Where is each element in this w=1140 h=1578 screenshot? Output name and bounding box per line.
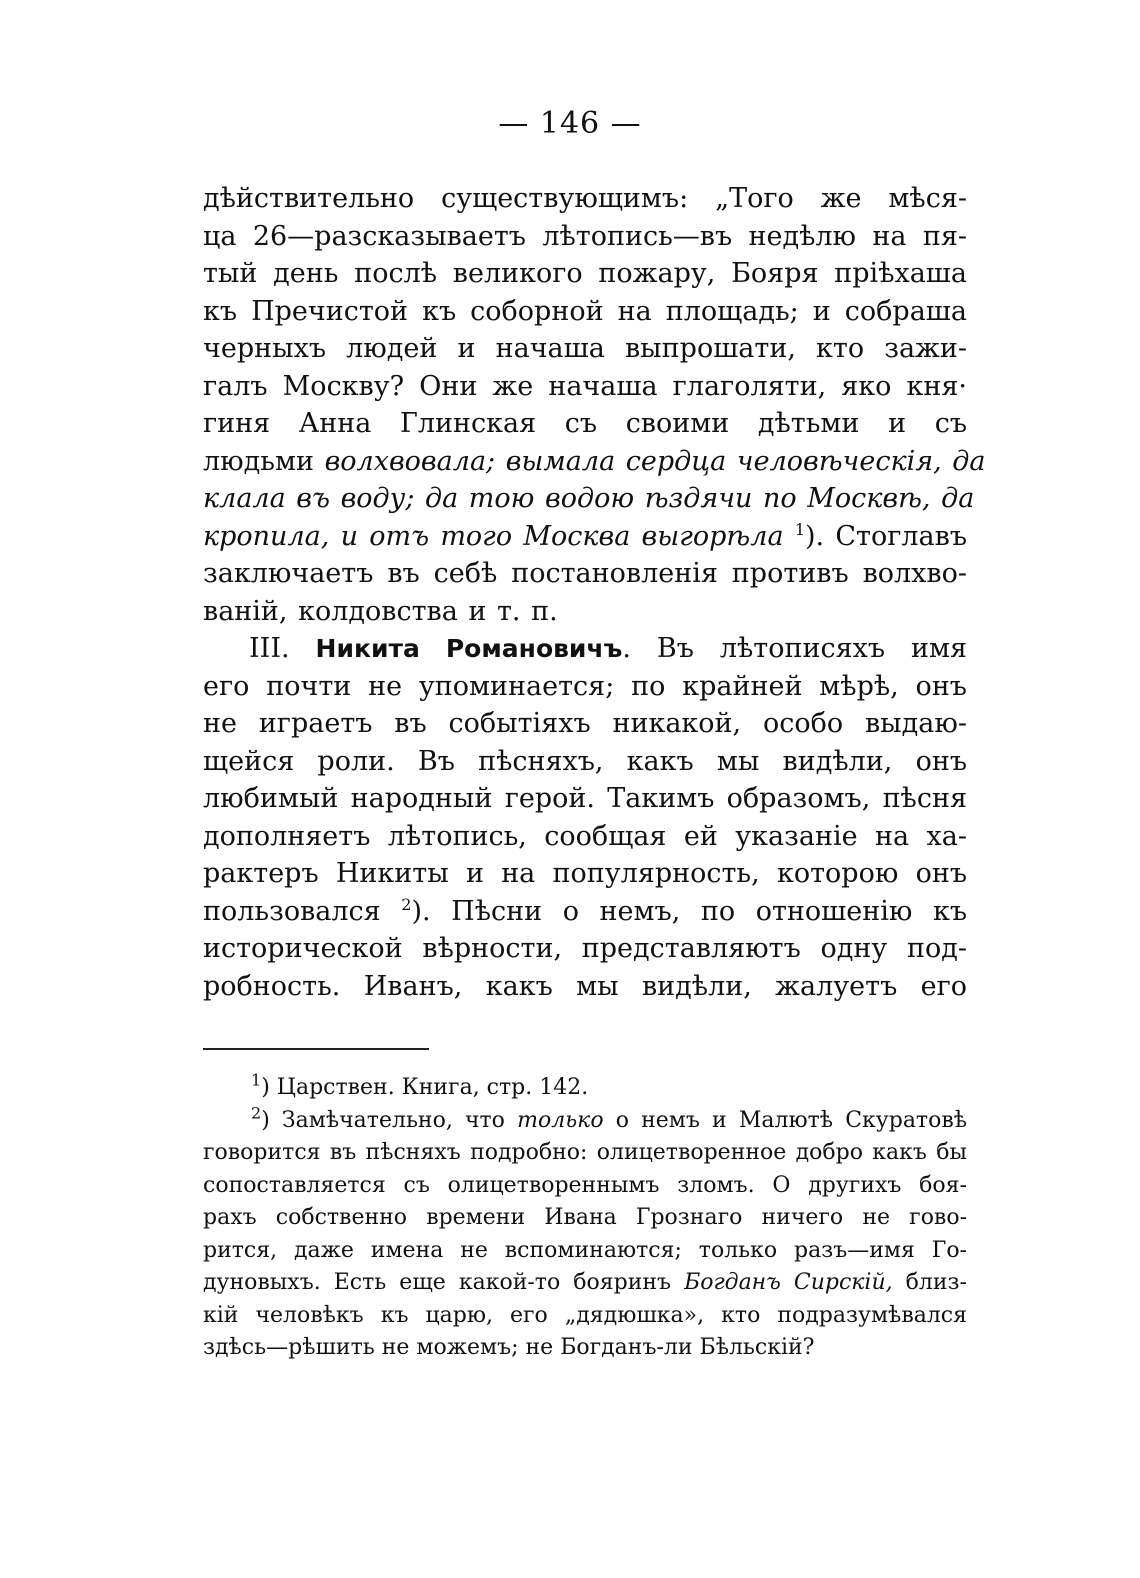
text-line: галъ Москву? Они же начаша глаголяти, яко кня· xyxy=(203,370,967,402)
text-line: ца 26—разсказываетъ лѣтопись—въ недѣлю на пя- xyxy=(203,220,967,252)
footnote-line: говорится въ пѣсняхъ подробно: олицетворенное добро какъ бы xyxy=(203,1140,967,1165)
text-line: рактеръ Никиты и на популярность, которою онъ xyxy=(203,858,967,889)
text-line xyxy=(203,518,967,556)
footnote-ref[interactable]: 1 xyxy=(794,519,805,539)
text-segment: . Въ лѣтописяхъ имя xyxy=(622,633,967,664)
footnote-1 xyxy=(203,1072,967,1105)
page-number: — 146 — xyxy=(498,106,642,141)
footnote-line: рится, даже имена не вспоминаются; только разъ—имя Го- xyxy=(203,1237,967,1263)
footnotes xyxy=(203,1072,967,1365)
text-segment: людьми xyxy=(203,445,314,477)
footnote-2 xyxy=(203,1105,967,1138)
italic-quote: клала въ воду; xyxy=(203,483,415,514)
text-line: робность. Иванъ, какъ мы видѣли, жалуетъ его xyxy=(203,970,967,1002)
footnote-text: о немъ и Малютѣ Скуратовѣ xyxy=(615,1107,968,1133)
text-line: дополняетъ лѣтопись, сообщая ей указаніе на ха- xyxy=(203,820,967,852)
text-segment: ). Стоглавъ xyxy=(805,520,967,552)
text-line xyxy=(203,893,967,931)
text-line: ваній, колдовства и т. п. xyxy=(203,595,558,627)
text-line: гиня Анна Глинская съ своими дѣтьми и съ xyxy=(203,408,967,439)
text-line xyxy=(203,480,975,518)
italic-quote: волхвовала; вымала сердца человѣческія, да xyxy=(324,445,986,477)
footnote-text: дуновыхъ. Есть еще какой-то бояринъ xyxy=(203,1270,672,1295)
text-line: заключаетъ въ себѣ постановленія противъ волхво- xyxy=(203,558,967,589)
text-line: къ Пречистой къ соборной на площадь; и собраша xyxy=(203,295,967,327)
main-text xyxy=(203,180,986,1005)
text-line: любимый народный герой. Такимъ образомъ, пѣсня xyxy=(203,783,967,814)
footnote-line xyxy=(203,1267,967,1300)
section-number: III. xyxy=(249,633,290,664)
footnote-divider xyxy=(203,1048,429,1050)
text-segment: ). Пѣсни о немъ, по отношенію къ xyxy=(411,895,967,927)
text-line xyxy=(203,443,986,481)
footnote-line: сопоставляется съ олицетвореннымъ зломъ. О другихъ боя- xyxy=(203,1172,967,1198)
footnote-text: ) Замѣчательно, что xyxy=(261,1107,505,1133)
text-line: его почти не упоминается; по крайней мѣрѣ, онъ xyxy=(203,670,967,702)
footnote-text: близ- xyxy=(905,1270,967,1295)
text-line: тый день послѣ великого пожару, Бояря пріѣхаша xyxy=(203,258,967,289)
footnote-mark: 2 xyxy=(251,1103,262,1123)
text-line: щейся роли. Въ пѣсняхъ, какъ мы видѣли, онъ xyxy=(203,745,967,777)
text-line xyxy=(203,630,967,668)
footnote-ref[interactable]: 2 xyxy=(401,894,412,914)
text-line: дѣйствительно существующимъ: „Того же мѣся- xyxy=(203,183,967,214)
italic-quote: кропила, и отъ того Москва выгорѣла xyxy=(203,520,784,552)
footnote-text: ) Царствен. Книга, стр. 142. xyxy=(261,1075,589,1100)
footnote-mark: 1 xyxy=(251,1070,262,1090)
italic-quote: да тою водою ѣздячи по Москвѣ, да xyxy=(425,483,975,514)
text-line: черныхъ людей и начаша выпрошати, кто зажи- xyxy=(203,333,967,364)
footnote-italic: только xyxy=(517,1107,604,1133)
text-line: исторической вѣрности, представляютъ одну под- xyxy=(203,933,967,964)
text-segment: пользовался xyxy=(203,895,381,927)
footnote-line: рахъ собственно времени Ивана Грознаго ничего не гово- xyxy=(203,1205,967,1230)
text-line: не играетъ въ событіяхъ никакой, особо выдаю- xyxy=(203,708,967,739)
section-heading: Никита Романовичъ xyxy=(315,634,623,663)
footnote-italic: Богданъ Сирскій, xyxy=(684,1270,893,1295)
footnote-line: здѣсь—рѣшить не можемъ; не Богданъ-ли Бѣльскій? xyxy=(203,1335,815,1360)
footnote-line: кій человѣкъ къ царю, его „дядюшка», кто подразумѣвался xyxy=(203,1302,967,1328)
